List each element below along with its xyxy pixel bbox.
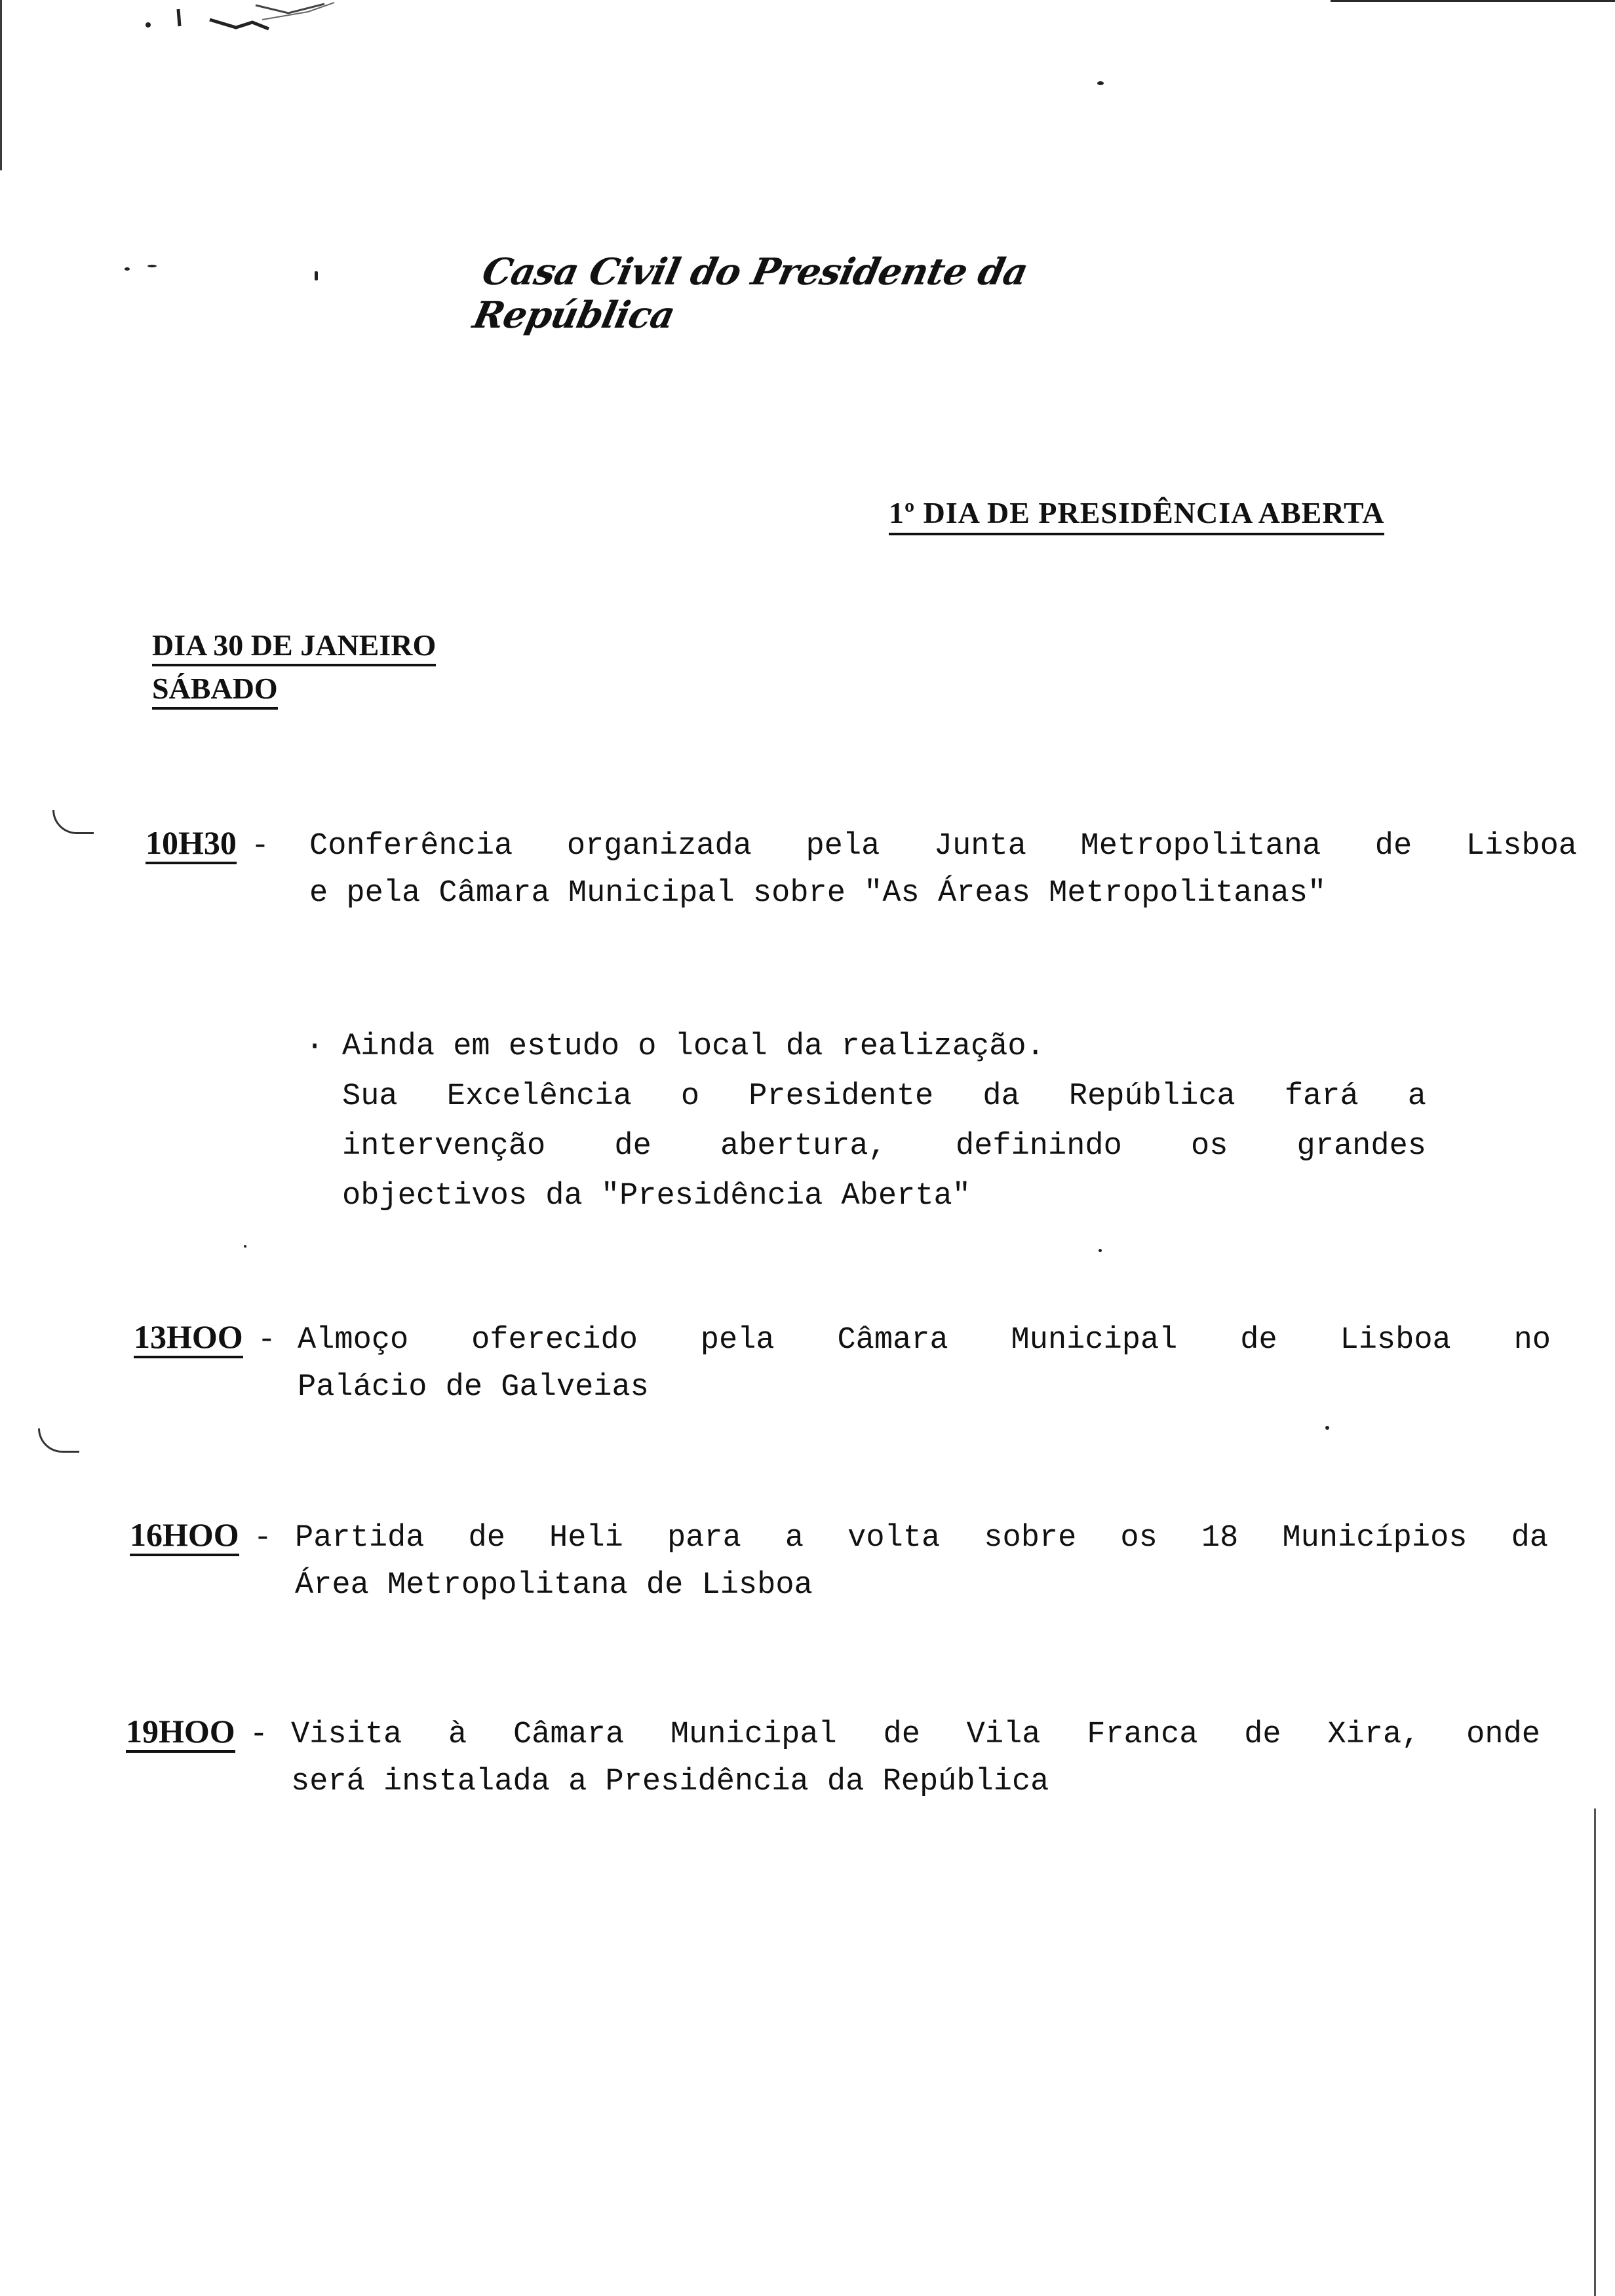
weekday-line: SÁBADO <box>152 670 278 710</box>
scan-speck <box>315 271 318 280</box>
entry-dash: - <box>257 1323 276 1358</box>
entry-note <box>305 1022 1426 1221</box>
entry-time-group <box>146 823 269 870</box>
scan-speck <box>1097 81 1104 85</box>
entry-time-group <box>130 1515 272 1562</box>
entry-time-group <box>134 1317 276 1364</box>
entry-line: Almoço oferecido pela Câmara Municipal de Lisboa no <box>298 1323 1551 1358</box>
date-line: DIA 30 DE JANEIRO <box>152 627 436 666</box>
entry-line: Área Metropolitana de Lisboa <box>295 1568 813 1603</box>
scan-speck <box>244 1245 246 1248</box>
note-bullet: · <box>305 1029 324 1064</box>
note-line: Ainda em estudo o local da realização. <box>342 1029 1045 1064</box>
scan-scribble-mark <box>138 0 347 46</box>
entry-time: 19HOO <box>126 1712 235 1753</box>
entry-dash: - <box>249 1717 268 1752</box>
entry-line: será instalada a Presidência da República <box>291 1765 1049 1799</box>
scan-speck <box>1325 1426 1329 1430</box>
entry-time: 10H30 <box>146 824 237 864</box>
entry-description <box>295 1515 1548 1609</box>
entry-description <box>309 823 1577 917</box>
punch-hole-mark <box>38 1428 79 1453</box>
note-line: Sua Excelência o Presidente da República fará a <box>342 1079 1426 1114</box>
entry-time: 13HOO <box>134 1318 243 1358</box>
entry-line: Visita à Câmara Municipal de Vila Franca de Xira, onde <box>291 1717 1540 1752</box>
scan-speck <box>147 265 157 267</box>
entry-time-group <box>126 1712 268 1759</box>
note-line: objectivos da "Presidência Aberta" <box>342 1179 971 1214</box>
entry-dash: - <box>253 1521 272 1556</box>
entry-time: 16HOO <box>130 1516 239 1556</box>
letterhead: Casa Civil do Presidente da República <box>469 250 1032 337</box>
entry-dash: - <box>250 829 270 864</box>
scan-speck <box>1099 1249 1102 1252</box>
entry-line: Palácio de Galveias <box>298 1370 649 1405</box>
page-title: 1º DIA DE PRESIDÊNCIA ABERTA <box>889 495 1384 535</box>
scan-speck <box>125 267 130 271</box>
entry-line: e pela Câmara Municipal sobre "As Áreas Metropolitanas" <box>309 876 1327 911</box>
scan-edge-left <box>0 0 2 170</box>
punch-hole-mark <box>52 810 94 834</box>
entry-description <box>298 1317 1551 1411</box>
entry-line: Conferência organizada pela Junta Metropolitana de Lisboa <box>309 829 1577 864</box>
entry-description <box>291 1712 1540 1806</box>
date-block <box>152 624 436 710</box>
note-line: intervenção de abertura, definindo os grandes <box>342 1129 1426 1164</box>
entry-line: Partida de Heli para a volta sobre os 18 Municípios da <box>295 1521 1548 1556</box>
scan-edge-right <box>1594 1808 1596 2296</box>
scan-edge-top <box>1331 0 1615 2</box>
